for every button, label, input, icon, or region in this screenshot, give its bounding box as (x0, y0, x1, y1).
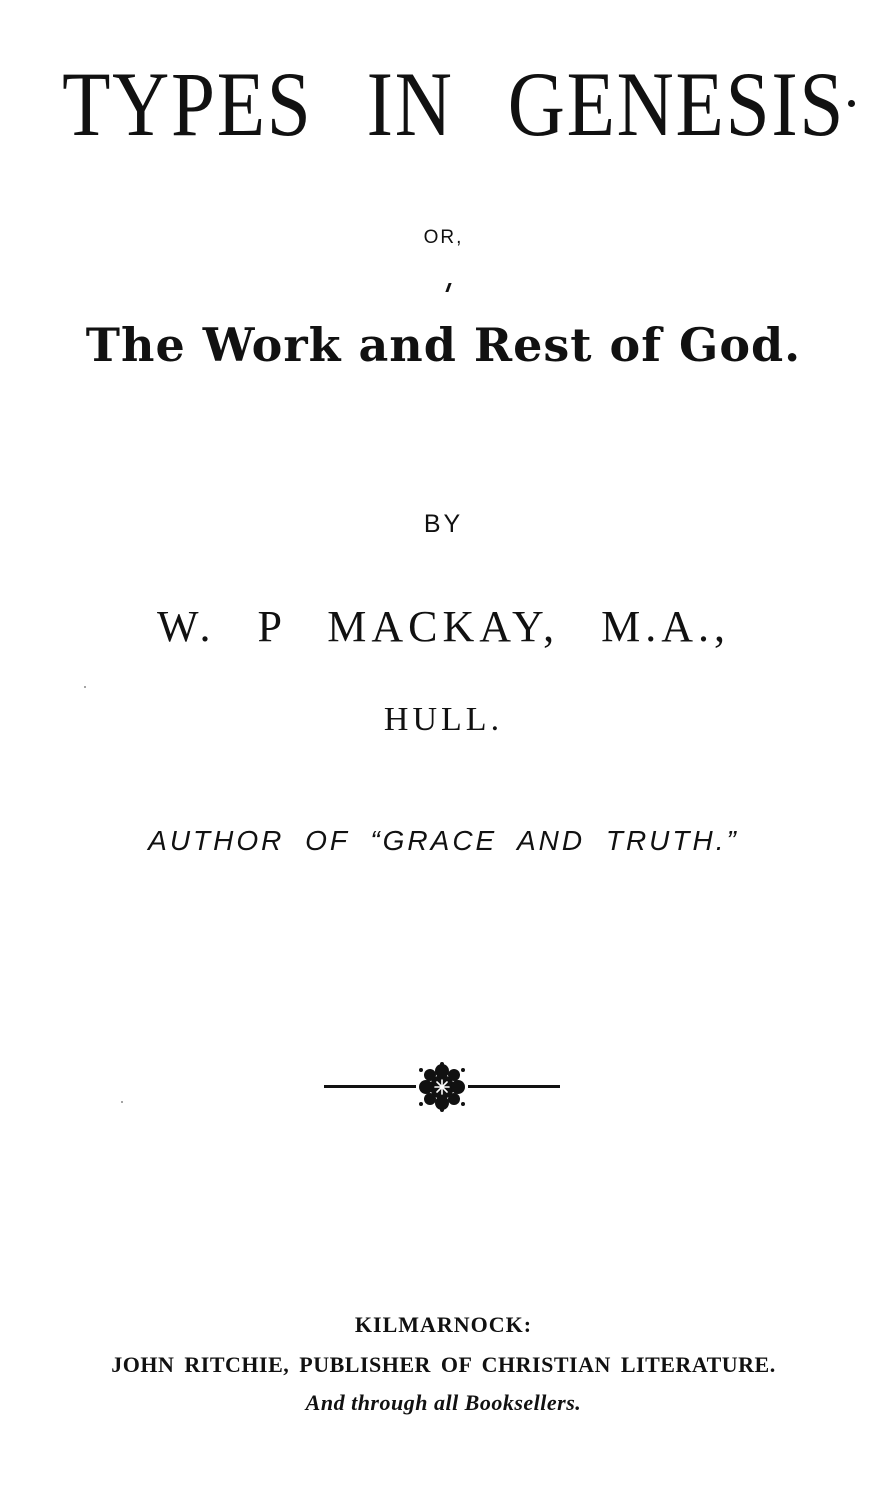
ornament-rule-left (324, 1085, 416, 1088)
paper-speck (84, 686, 86, 688)
author-place: HULL. (383, 701, 504, 738)
imprint-city: KILMARNOCK: (354, 1312, 533, 1337)
ornament-rule-right (468, 1085, 560, 1088)
imprint-publisher: JOHN RITCHIE, PUBLISHER OF CHRISTIAN LITERATURE. (111, 1352, 776, 1377)
flower-ornament-icon (417, 1062, 467, 1112)
decorative-ornament (324, 1062, 560, 1112)
book-subtitle: The Work and Rest of God. (85, 318, 802, 372)
title-dot (848, 100, 855, 107)
alternative-title-connector: OR, (423, 227, 464, 248)
book-title: TYPES IN GENESIS (62, 53, 846, 155)
author-name: W. P MACKAY, M.A., (156, 602, 731, 651)
paper-speck (121, 1101, 123, 1103)
byline-prefix: BY (423, 510, 464, 538)
author-credit: AUTHOR OF “GRACE AND TRUTH.” (148, 825, 739, 856)
imprint-distribution: And through all Booksellers. (305, 1390, 582, 1415)
printer-mark (445, 283, 451, 292)
